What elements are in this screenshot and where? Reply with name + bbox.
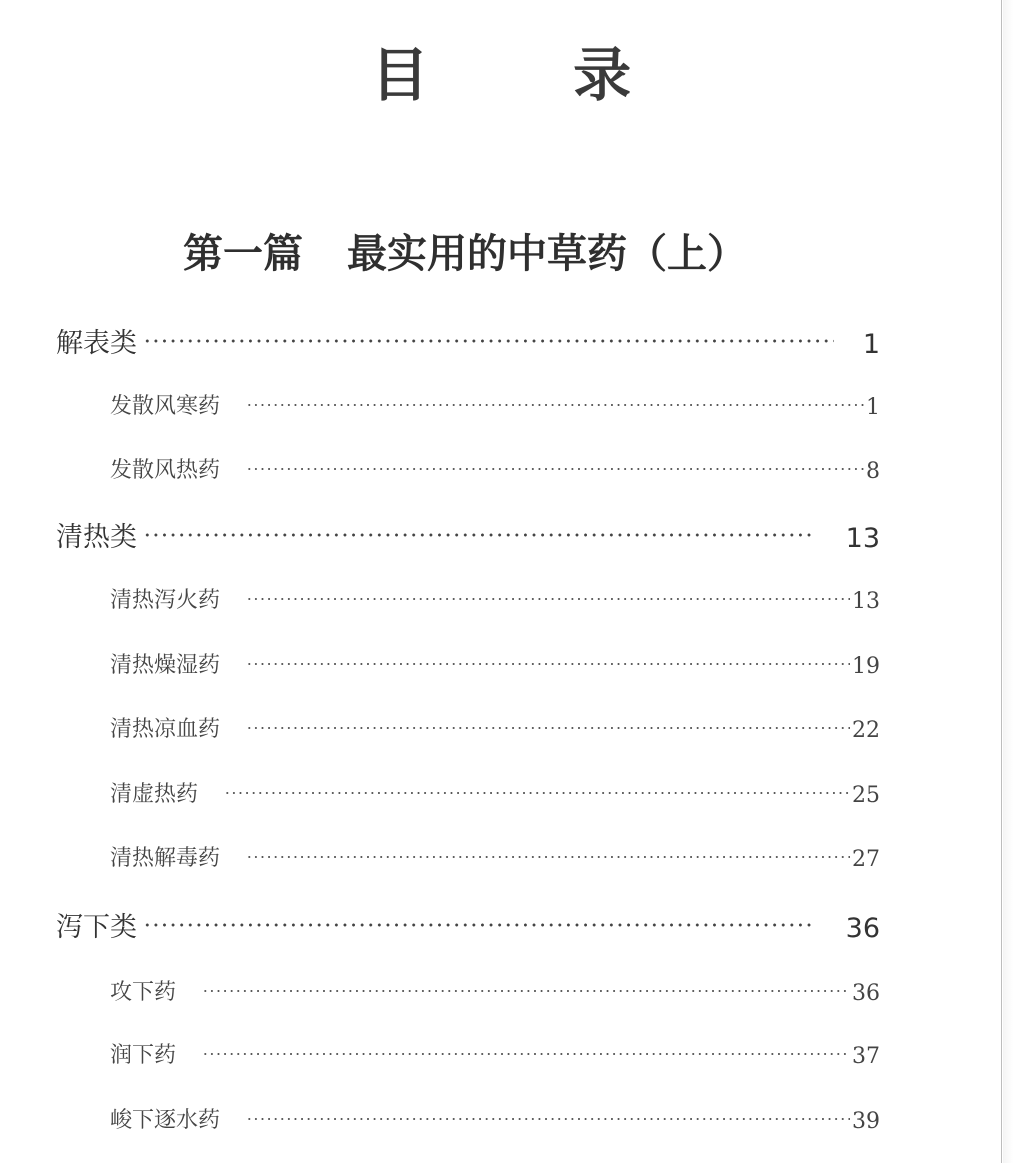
toc-entry-title: 清热凉血药 [110,717,221,742]
toc-entry-subsection[interactable] [110,709,880,743]
toc-entry-subsection[interactable] [110,972,880,1006]
toc-entry-page: 37 [852,1044,880,1069]
toc-entry-category[interactable] [56,904,880,944]
dot-leader [143,918,812,932]
toc-entry-page: 27 [852,847,880,872]
dot-leader [224,787,850,799]
toc-entry-title: 攻下药 [110,980,177,1005]
part-title: 最实用的中草药（上） [347,230,747,277]
toc-heading: 目 录 [370,41,694,109]
dot-leader [246,658,850,670]
toc-entry-title: 发散风寒药 [110,394,221,419]
toc-entry-title: 清热解毒药 [110,846,221,871]
part-heading [0,224,930,284]
page-edge-line [1001,0,1002,1163]
toc-entry-title: 解表类 [56,328,137,359]
toc-entry-page: 36 [845,913,880,944]
toc-entry-title: 润下药 [110,1043,177,1068]
toc-entry-subsection[interactable] [110,450,880,484]
toc-entry-page: 13 [845,523,880,554]
dot-leader [246,399,864,411]
dot-leader [246,463,864,475]
page-edge-shadow [1003,0,1013,1163]
toc-entry-title: 泻下类 [56,912,137,943]
toc-entry-page: 25 [852,783,880,808]
toc-entry-page: 1 [862,329,880,360]
toc-entry-subsection[interactable] [110,1035,880,1069]
toc-entry-page: 22 [852,718,880,743]
part-number: 第一篇 [183,230,303,277]
toc-entry-subsection[interactable] [110,580,880,614]
dot-leader [246,851,850,863]
toc-entry-subsection[interactable] [110,386,880,420]
dot-leader [246,722,850,734]
toc-entry-title: 清热燥湿药 [110,653,221,678]
dot-leader [202,985,850,997]
dot-leader [143,528,812,542]
toc-entry-subsection[interactable] [110,1100,880,1134]
toc-entry-page: 13 [852,589,880,614]
toc-entry-page: 39 [852,1109,880,1134]
dot-leader [202,1048,850,1060]
toc-entry-page: 19 [852,654,880,679]
toc-entry-title: 清热类 [56,522,137,553]
toc-entry-title: 峻下逐水药 [110,1108,221,1133]
toc-entry-title: 清热泻火药 [110,588,221,613]
dot-leader [246,593,850,605]
toc-entry-category[interactable] [56,514,880,554]
toc-entry-page: 36 [852,981,880,1006]
dot-leader [143,334,834,348]
toc-entry-page: 1 [866,395,880,420]
toc-entry-title: 清虚热药 [110,782,199,807]
toc-entry-subsection[interactable] [110,774,880,808]
dot-leader [246,1113,850,1125]
toc-entry-subsection[interactable] [110,645,880,679]
toc-entry-page: 8 [866,459,880,484]
toc-entry-category[interactable] [56,320,880,360]
toc-entry-subsection[interactable] [110,838,880,872]
toc-entry-title: 发散风热药 [110,458,221,483]
